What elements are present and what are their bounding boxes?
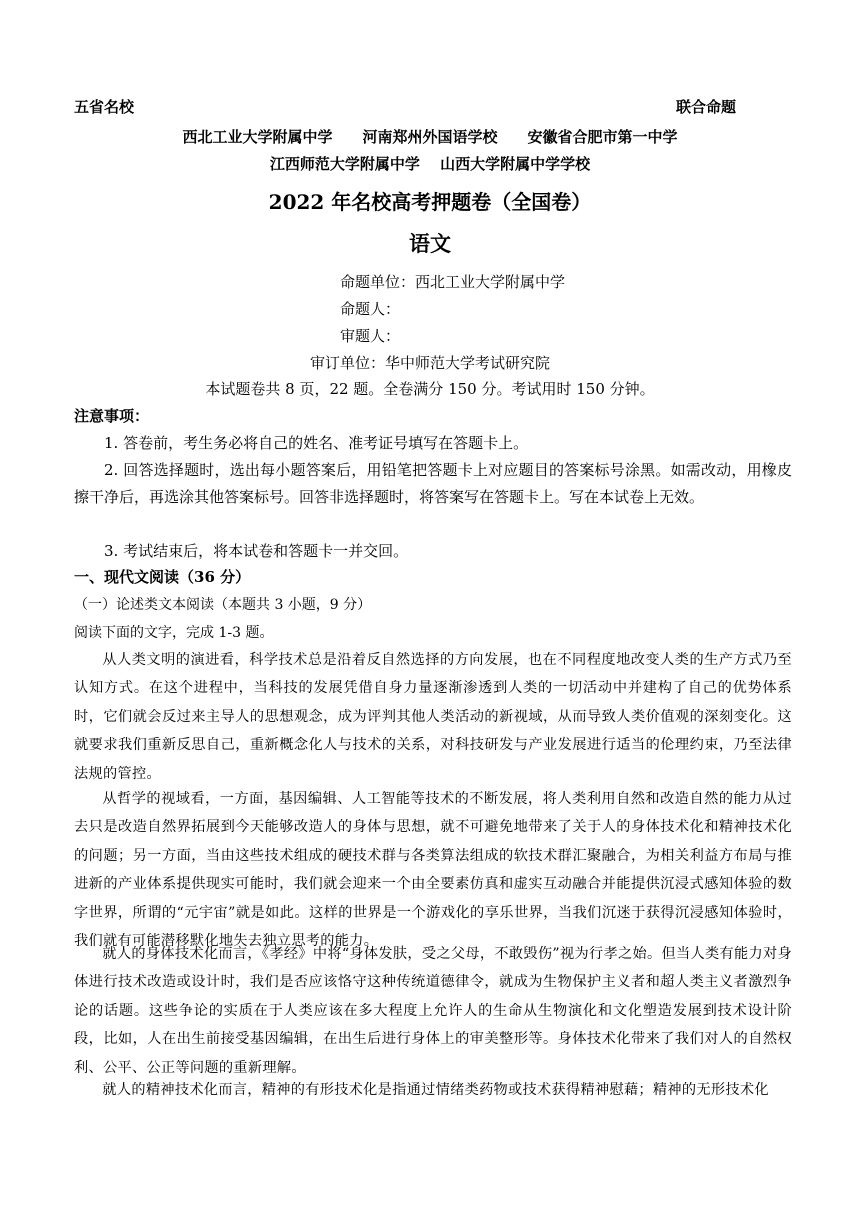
meta-reviewer: 审题人： <box>340 327 401 345</box>
sub-section-heading: （一）论述类文本阅读（本题共 3 小题，9 分） <box>74 597 372 613</box>
passage-paragraph-4: 就人的精神技术化而言，精神的有形技术化是指通过情绪类药物或技术获得精神慰藉；精神的无形技术化 <box>102 1082 769 1098</box>
meta-unit: 命题单位：西北工业大学附属中学 <box>340 273 566 291</box>
header-right-label: 联合命题 <box>676 98 737 116</box>
section-heading: 一、现代文阅读（36 分） <box>74 568 251 586</box>
exam-subject: 语文 <box>409 231 451 256</box>
meta-revision-unit: 审订单位：华中师范大学考试研究院 <box>309 354 550 372</box>
meta-author: 命题人： <box>340 300 401 318</box>
passage-paragraph-3: 就人的身体技术化而言，《孝经》中将“身体发肤，受之父母，不敢毁伤”视为行孝之始。但当人类有能力对身体进行技术改造或设计时，我们是否应该恪守这种传统道德律令，就成为生物保护主义者和超人类主义者激烈争论的话题。这些争论的实质在于人类应该在多大程度上允许人的生命从生物演化和文化塑造发展到技术设计阶段，比如，人在出生前接受基因编辑，在出生后进行身体上的审美整形等。身体技术化带来了我们对人的自然权利、公平、公正等问题的重新理解。 <box>74 946 792 1076</box>
notice-item-1: 1. 答卷前，考生务必将自己的姓名、准考证号填写在答题卡上。 <box>104 434 529 452</box>
header-left-label: 五省名校 <box>74 98 135 116</box>
passage-paragraph-1: 从人类文明的演进看，科学技术总是沿着反自然选择的方向发展，也在不同程度地改变人类的生产方式乃至认知方式。在这个进程中，当科技的发展凭借自身力量逐渐渗透到人类的一切活动中并建构了自己的优势体系时，它们就会反过来主导人的思想观念，成为评判其他人类活动的新视域，从而导致人类价值观的深刻变化。这就要求我们重新反思自己，重新概念化人与技术的关系，对科技研发与产业发展进行适当的伦理约束，乃至法律法规的管控。 <box>74 652 792 782</box>
schools-line-1: 西北工业大学附属中学 河南郑州外国语学校 安徽省合肥市第一中学 <box>182 128 678 146</box>
passage-paragraph-2: 从哲学的视域看，一方面，基因编辑、人工智能等技术的不断发展，将人类利用自然和改造自然的能力从过去只是改造自然界拓展到今天能够改造人的身体与思想，就不可避免地带来了关于人的身体技术化和精神技术化的问题；另一方面，当由这些技术组成的硬技术群与各类算法组成的软技术群汇聚融合，为相关利益方布局与推进新的产业体系提供现实可能时，我们就会迎来一个由全要素仿真和虚实互动融合并能提供沉浸式感知体验的数字世界，所谓的“元宇宙”就是如此。这样的世界是一个游戏化的享乐世界，当我们沉迷于获得沉浸感知体验时，我们就有可能潜移默化地失去独立思考的能力。 <box>74 791 792 950</box>
schools-line-2: 江西师范大学附属中学 山西大学附属中学学校 <box>269 155 591 173</box>
reading-instruction: 阅读下面的文字，完成 1-3 题。 <box>74 625 274 641</box>
notice-heading: 注意事项： <box>74 407 150 425</box>
meta-summary: 本试题卷共 8 页，22 题。全卷满分 150 分。考试用时 150 分钟。 <box>205 380 655 398</box>
exam-title: 2022 年名校高考押题卷（全国卷） <box>268 190 592 214</box>
notice-item-2: 2. 回答选择题时，选出每小题答案后，用铅笔把答题卡上对应题目的答案标号涂黑。如需改动，用橡皮擦干净后，再选涂其他答案标号。回答非选择题时，将答案写在答题卡上。写在本试卷上无效。 <box>74 461 792 506</box>
notice-item-3: 3. 考试结束后，将本试卷和答题卡一并交回。 <box>104 542 409 560</box>
